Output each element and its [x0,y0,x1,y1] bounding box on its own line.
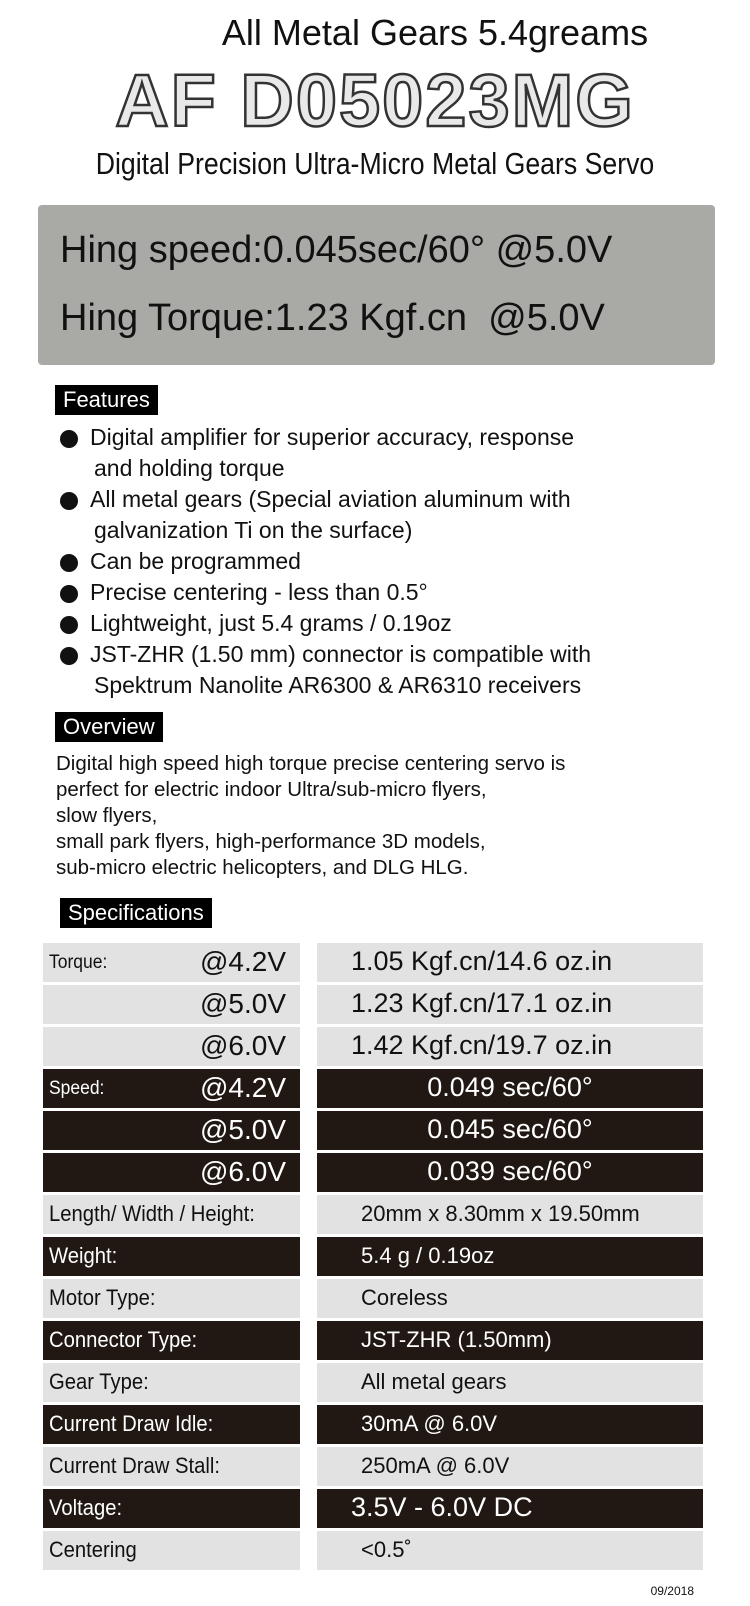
spec-row-speed-6-0v [43,1153,703,1192]
spec-label-cell [43,1279,300,1318]
features-heading: Features [55,385,158,415]
spec-value-cell [317,1447,703,1486]
spec-row-weight [43,1237,703,1276]
spec-voltage: @5.0V [199,988,286,1019]
spec-value-cell [317,1153,703,1192]
spec-label: Length/ Width / Height: [49,1201,255,1226]
spec-label: Voltage: [49,1495,123,1520]
feature-item [60,577,700,608]
overview-line: slow flyers, [56,804,158,827]
spec-label-cell [43,1111,300,1150]
spec-row-centering [43,1531,703,1570]
feature-item [60,639,700,701]
spec-label-cell [43,1153,300,1192]
product-subtitle: Digital Precision Ultra-Micro Metal Gears Servo [95,146,655,181]
spec-voltage: @5.0V [199,1114,286,1145]
spec-label: Motor Type: [49,1285,156,1310]
spec-label-cell [43,1027,300,1066]
spec-label-cell [43,985,300,1024]
spec-value: 5.4 g / 0.19oz [361,1243,495,1268]
spec-label: Current Draw Idle: [49,1411,214,1436]
feature-text-continued: and holding torque [94,455,285,481]
spec-label-cell [43,1195,300,1234]
spec-row-motor-type [43,1279,703,1318]
spec-value-cell [317,1111,703,1150]
feature-text: Lightweight, just 5.4 grams / 0.19oz [90,610,452,636]
spec-value: All metal gears [361,1369,507,1394]
overview-line: sub-micro electric helicopters, and DLG HLG. [56,856,469,879]
spec-voltage: @6.0V [199,1156,286,1187]
speed-label: Speed: [49,1078,105,1099]
spec-value: 1.23 Kgf.cn/17.1 oz.in [351,988,613,1018]
spec-row-speed-4-2v [43,1069,703,1108]
spec-value: 3.5V - 6.0V DC [351,1492,533,1522]
spec-row-current-stall [43,1447,703,1486]
spec-label: Centering [49,1537,137,1562]
revision-date: 09/2018 [650,1584,694,1598]
bullet-icon [60,647,78,665]
spec-value: 0.049 sec/60° [427,1072,593,1102]
spec-value-cell [317,1489,703,1528]
spec-row-torque-6-0v [43,1027,703,1066]
spec-label: Current Draw Stall: [49,1453,220,1478]
spec-row-dimensions [43,1195,703,1234]
spec-label: Gear Type: [49,1369,149,1394]
spec-row-connector-type [43,1321,703,1360]
spec-voltage: @4.2V [199,946,286,977]
overview-text [56,751,716,881]
spec-value: JST-ZHR (1.50mm) [361,1327,552,1352]
spec-value-cell [317,943,703,982]
spec-row-current-idle [43,1405,703,1444]
spec-label-cell [43,943,300,982]
spec-value-cell [317,1363,703,1402]
spec-value-cell [317,1405,703,1444]
spec-label: Weight: [49,1243,118,1268]
spec-value: 1.05 Kgf.cn/14.6 oz.in [351,946,613,976]
spec-label-cell [43,1405,300,1444]
feature-text: Precise centering - less than 0.5° [90,579,428,605]
bullet-icon [60,585,78,603]
feature-item [60,546,700,577]
specifications-heading: Specifications [60,898,212,928]
spec-label-cell [43,1321,300,1360]
feature-text-continued: Spektrum Nanolite AR6300 & AR6310 receivers [94,672,582,698]
tagline: All Metal Gears 5.4greams [221,12,649,53]
feature-item [60,422,700,484]
bullet-icon [60,492,78,510]
feature-text: JST-ZHR (1.50 mm) connector is compatible with [90,641,592,667]
spec-label-cell [43,1237,300,1276]
features-list [60,422,700,701]
bullet-icon [60,616,78,634]
spec-value-cell [317,1069,703,1108]
spec-row-torque-5-0v [43,985,703,1024]
feature-text: Can be programmed [90,548,301,574]
overview-line: small park flyers, high-performance 3D models, [56,830,486,853]
highlight-box [38,205,715,365]
feature-text-continued: galvanization Ti on the surface) [94,517,413,543]
spec-value: 250mA @ 6.0V [361,1453,510,1478]
feature-text: All metal gears (Special aviation aluminum with [90,486,571,512]
spec-value: Coreless [361,1285,448,1310]
overview-heading: Overview [55,712,163,742]
spec-value-cell [317,985,703,1024]
feature-item [60,484,700,546]
spec-label: Connector Type: [49,1327,198,1352]
spec-label-cell [43,1531,300,1570]
spec-value: 0.039 sec/60° [427,1156,593,1186]
spec-value-cell [317,1237,703,1276]
bullet-icon [60,430,78,448]
spec-label-cell [43,1069,300,1108]
spec-label-cell [43,1447,300,1486]
spec-row-voltage [43,1489,703,1528]
spec-value: 0.045 sec/60° [427,1114,593,1144]
overview-line: Digital high speed high torque precise centering servo is [56,752,566,775]
model-title: AF D05023MG [115,59,635,142]
spec-row-torque-4-2v [43,943,703,982]
spec-value-cell [317,1195,703,1234]
highlight-speed: Hing speed:0.045sec/60° @5.0V [60,229,613,271]
spec-value: 20mm x 8.30mm x 19.50mm [361,1201,640,1226]
spec-voltage: @6.0V [199,1030,286,1061]
spec-value-cell [317,1279,703,1318]
bullet-icon [60,554,78,572]
specifications-table [43,943,703,1573]
spec-value-cell [317,1321,703,1360]
spec-value: 1.42 Kgf.cn/19.7 oz.in [351,1030,613,1060]
spec-label-cell [43,1363,300,1402]
spec-row-speed-5-0v [43,1111,703,1150]
feature-text: Digital amplifier for superior accuracy, response [90,424,575,450]
overview-line: perfect for electric indoor Ultra/sub-micro flyers, [56,778,487,801]
spec-row-gear-type [43,1363,703,1402]
spec-value-cell [317,1531,703,1570]
feature-item [60,608,700,639]
spec-value: <0.5˚ [361,1537,412,1562]
spec-voltage: @4.2V [199,1072,286,1103]
torque-label: Torque: [49,952,108,973]
highlight-torque: Hing Torque:1.23 Kgf.cn @5.0V [60,297,605,339]
spec-label-cell [43,1489,300,1528]
spec-value: 30mA @ 6.0V [361,1411,498,1436]
spec-value-cell [317,1027,703,1066]
